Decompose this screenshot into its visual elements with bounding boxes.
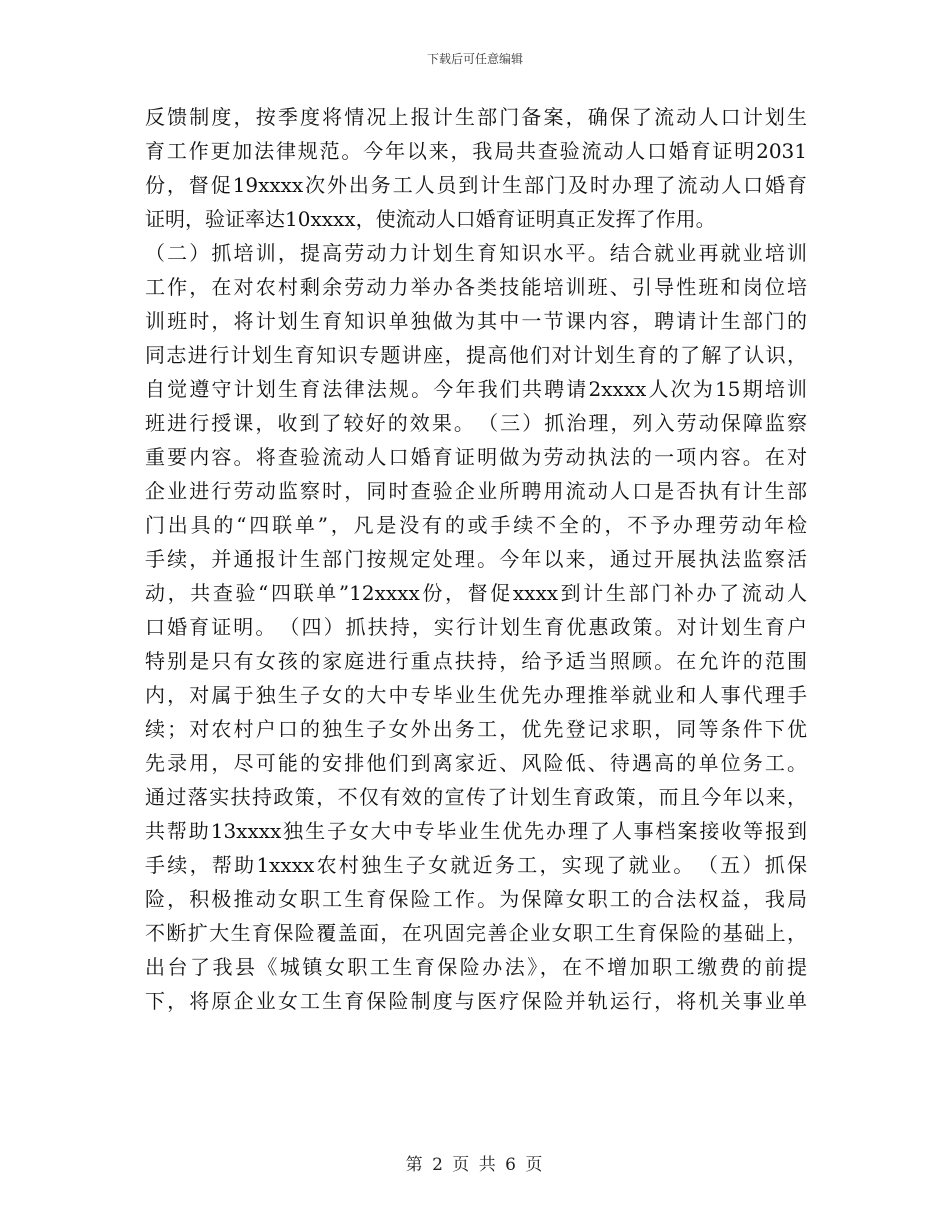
text-line: 手续，帮助1xxxx农村独生子女就近务工，实现了就业。 （五）抓保 — [145, 853, 807, 877]
text-line: 训班时，将计划生育知识单独做为其中一节课内容，聘请计生部门的 — [145, 309, 807, 333]
text-line: 企业进行劳动监察时，同时查验企业所聘用流动人口是否执有计生部 — [145, 479, 807, 503]
text-line: 反馈制度，按季度将情况上报计生部门备案，确保了流动人口计划生 — [145, 105, 807, 129]
text-line: 班进行授课，收到了较好的效果。 （三）抓治理，列入劳动保障监察 — [145, 411, 807, 435]
text-line: 证明，验证率达10xxxx，使流动人口婚育证明真正发挥了作用。 — [145, 207, 716, 231]
page-footer: 第 2 页 共 6 页 — [405, 1155, 545, 1175]
text-line: 动，共查验“四联单”12xxxx份，督促xxxx到计生部门补办了流动人 — [145, 581, 807, 605]
page-header: 下载后可任意编辑 — [426, 52, 523, 66]
text-line: 手续，并通报计生部门按规定处理。今年以来，通过开展执法监察活 — [145, 547, 807, 571]
text-line: 通过落实扶持政策，不仅有效的宣传了计划生育政策，而且今年以来， — [145, 785, 807, 809]
text-line: 先录用，尽可能的安排他们到离家近、风险低、待遇高的单位务工。 — [145, 751, 807, 775]
text-line: （二）抓培训，提高劳动力计划生育知识水平。结合就业再就业培训 — [145, 241, 807, 265]
text-line: 份，督促19xxxx次外出务工人员到计生部门及时办理了流动人口婚育 — [145, 173, 807, 197]
document-body — [145, 100, 807, 1018]
text-line: 重要内容。将查验流动人口婚育证明做为劳动执法的一项内容。在对 — [145, 445, 807, 469]
text-line: 共帮助13xxxx独生子女大中专毕业生优先办理了人事档案接收等报到 — [145, 819, 807, 843]
text-line: 续；对农村户口的独生子女外出务工，优先登记求职，同等条件下优 — [145, 717, 807, 741]
text-line: 出台了我县《城镇女职工生育保险办法》，在不增加职工缴费的前提 — [145, 955, 807, 979]
text-line: 不断扩大生育保险覆盖面，在巩固完善企业女职工生育保险的基础上， — [145, 921, 807, 945]
text-line: 育工作更加法律规范。今年以来，我局共查验流动人口婚育证明2031 — [145, 139, 807, 163]
text-line: 自觉遵守计划生育法律法规。今年我们共聘请2xxxx人次为15期培训 — [145, 377, 807, 401]
text-line: 门出具的“四联单”，凡是没有的或手续不全的，不予办理劳动年检 — [145, 513, 807, 537]
text-line: 同志进行计划生育知识专题讲座，提高他们对计划生育的了解了认识， — [145, 343, 807, 367]
text-line: 下，将原企业女工生育保险制度与医疗保险并轨运行，将机关事业单 — [145, 989, 807, 1013]
text-line: 工作，在对农村剩余劳动力举办各类技能培训班、引导性班和岗位培 — [145, 275, 807, 299]
text-line: 特别是只有女孩的家庭进行重点扶持，给予适当照顾。在允许的范围 — [145, 649, 807, 673]
text-line: 口婚育证明。 （四）抓扶持，实行计划生育优惠政策。对计划生育户 — [145, 615, 807, 639]
text-line: 内，对属于独生子女的大中专毕业生优先办理推举就业和人事代理手 — [145, 683, 807, 707]
text-line: 险，积极推动女职工生育保险工作。为保障女职工的合法权益，我局 — [145, 887, 807, 911]
